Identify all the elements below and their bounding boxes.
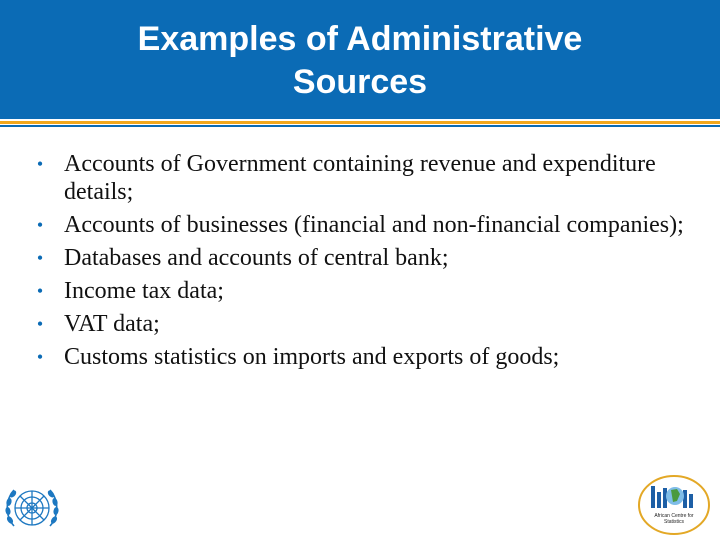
bullet-icon: •	[36, 347, 44, 367]
bullet-item	[30, 150, 690, 206]
slide-title: Examples of Administrative Sources	[137, 19, 583, 101]
bullet-icon: •	[36, 248, 44, 268]
title-divider-blue	[0, 125, 720, 127]
bullet-icon: •	[36, 154, 44, 174]
logo-caption-line1: African Centre for	[654, 513, 694, 519]
bullet-item	[30, 310, 690, 338]
bullet-item	[30, 244, 690, 272]
logo-caption-line2: Statistics	[663, 519, 685, 525]
bullet-text: VAT data;	[64, 311, 160, 337]
bullet-text: Accounts of businesses (financial and non-financial companies);	[64, 212, 684, 238]
bullet-text: Customs statistics on imports and exports of goods;	[64, 344, 560, 370]
un-emblem-icon	[2, 480, 62, 538]
bullet-item	[30, 211, 690, 239]
bullet-item	[30, 343, 690, 371]
african-centre-for-statistics-logo	[637, 474, 711, 536]
bullet-text: Accounts of Government containing revenue and expenditure details;	[64, 151, 656, 205]
title-divider-gold	[0, 121, 720, 124]
bullet-icon: •	[36, 314, 44, 334]
bullet-icon: •	[36, 215, 44, 235]
bullet-item	[30, 277, 690, 305]
bullet-list	[30, 150, 690, 376]
title-bar	[0, 0, 720, 119]
bullet-text: Income tax data;	[64, 278, 224, 304]
bullet-icon: •	[36, 281, 44, 301]
bullet-text: Databases and accounts of central bank;	[64, 245, 449, 271]
